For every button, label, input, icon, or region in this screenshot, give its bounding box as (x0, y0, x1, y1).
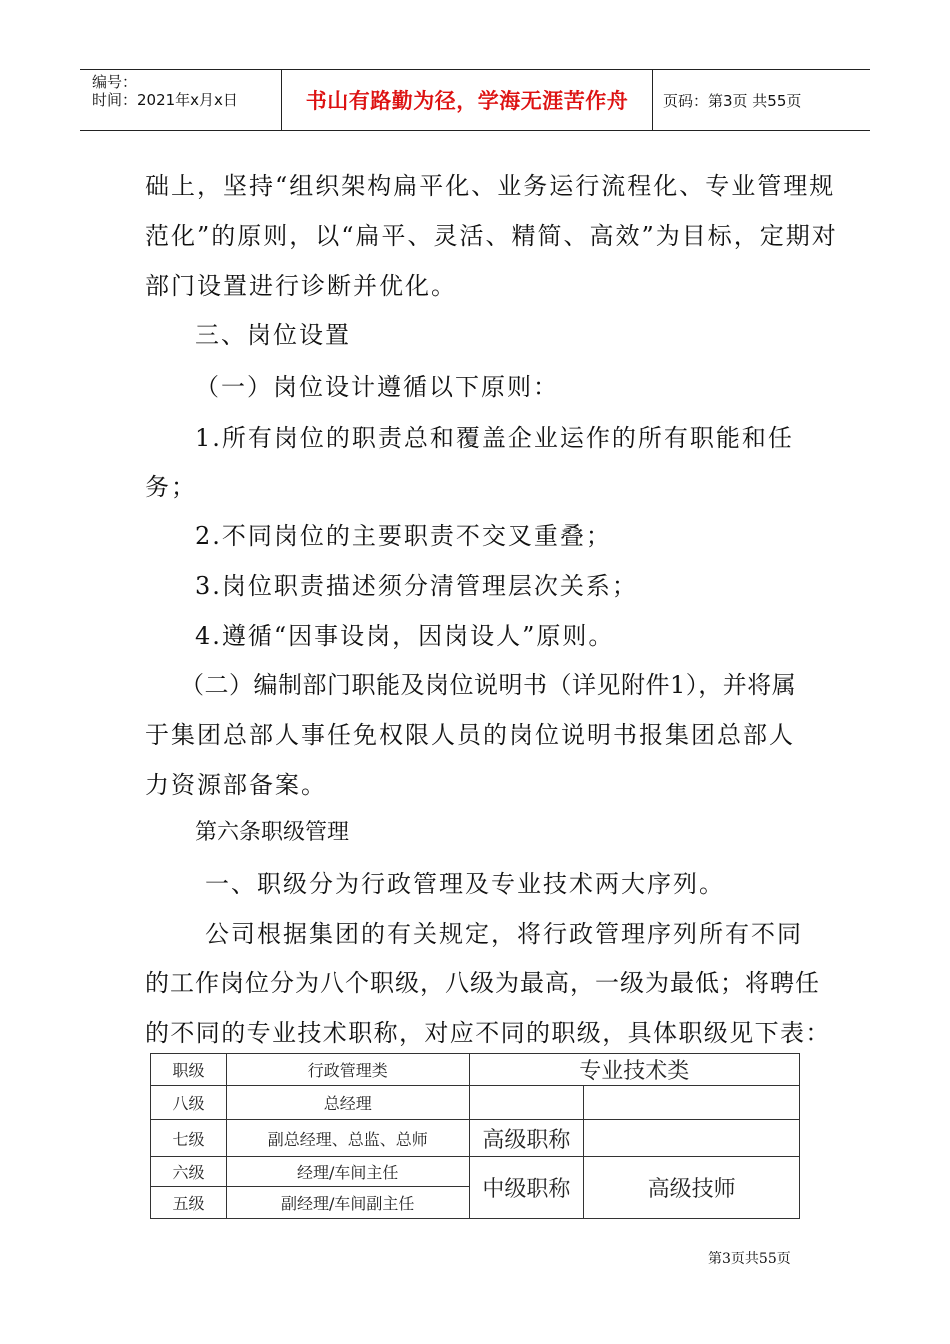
body-line: 公司根据集团的有关规定，将行政管理序列所有不同 (205, 920, 803, 948)
page-header (80, 69, 870, 131)
body-line: 于集团总部人事任免权限人员的岗位说明书报集团总部人 (145, 721, 795, 749)
header-meta (80, 70, 282, 130)
header-motto: 书山有路勤为径，学海无涯苦作舟 (282, 70, 653, 130)
table-row (151, 1157, 800, 1187)
header-page-label: 页码：第3页 共55页 (663, 91, 802, 110)
grade-cell: 八级 (151, 1086, 227, 1120)
tech-title-cell (469, 1086, 584, 1120)
body-line: （二）编制部门职能及岗位说明书（详见附件1），并将属 (180, 671, 797, 699)
body-line: 的工作岗位分为八个职级，八级为最高，一级为最低；将聘任 (145, 969, 820, 997)
admin-cell: 副经理/车间副主任 (226, 1187, 469, 1219)
header-grade: 职级 (151, 1054, 227, 1086)
body-line: 一、职级分为行政管理及专业技术两大序列。 (205, 870, 725, 898)
tech-title-cell: 中级职称 (469, 1157, 584, 1219)
date-label: 时间：2021年x月x日 (92, 91, 238, 109)
tech-title-cell: 高级职称 (469, 1120, 584, 1157)
admin-cell: 副总经理、总监、总师 (226, 1120, 469, 1157)
serial-label: 编号： (92, 73, 138, 91)
body-line: 2.不同岗位的主要职责不交叉重叠； (195, 522, 612, 550)
body-line: 务； (145, 473, 197, 501)
body-line: 部门设置进行诊断并优化。 (145, 272, 457, 300)
body-line: 3.岗位职责描述须分清管理层次关系； (195, 572, 638, 600)
table-row (151, 1086, 800, 1120)
body-line: 的不同的专业技术职称，对应不同的职级，具体职级见下表： (145, 1019, 831, 1047)
subsection-heading: （一）岗位设计遵循以下原则： (195, 373, 559, 401)
tech-skill-cell (584, 1120, 800, 1157)
admin-cell: 经理/车间主任 (226, 1157, 469, 1187)
tech-skill-cell: 高级技师 (584, 1157, 800, 1219)
body-line: 范化”的原则，以“扁平、灵活、精简、高效”为目标，定期对 (145, 222, 838, 250)
header-admin: 行政管理类 (226, 1054, 469, 1086)
grade-cell: 七级 (151, 1120, 227, 1157)
page-footer: 第3页共55页 (708, 1251, 791, 1267)
admin-cell: 总经理 (226, 1086, 469, 1120)
article-heading: 第六条职级管理 (195, 820, 350, 845)
grade-table (150, 1053, 800, 1219)
section-heading: 三、岗位设置 (195, 321, 351, 349)
table-header-row (151, 1054, 800, 1086)
table-row (151, 1120, 800, 1157)
body-line: 力资源部备案。 (145, 771, 327, 799)
grade-cell: 五级 (151, 1187, 227, 1219)
body-line: 1.所有岗位的职责总和覆盖企业运作的所有职能和任 (195, 424, 794, 452)
tech-skill-cell (584, 1086, 800, 1120)
header-tech: 专业技术类 (469, 1054, 800, 1086)
grade-cell: 六级 (151, 1157, 227, 1187)
body-line: 4.遵循“因事设岗，因岗设人”原则。 (195, 622, 615, 650)
body-line: 础上，坚持“组织架构扁平化、业务运行流程化、专业管理规 (145, 172, 836, 200)
